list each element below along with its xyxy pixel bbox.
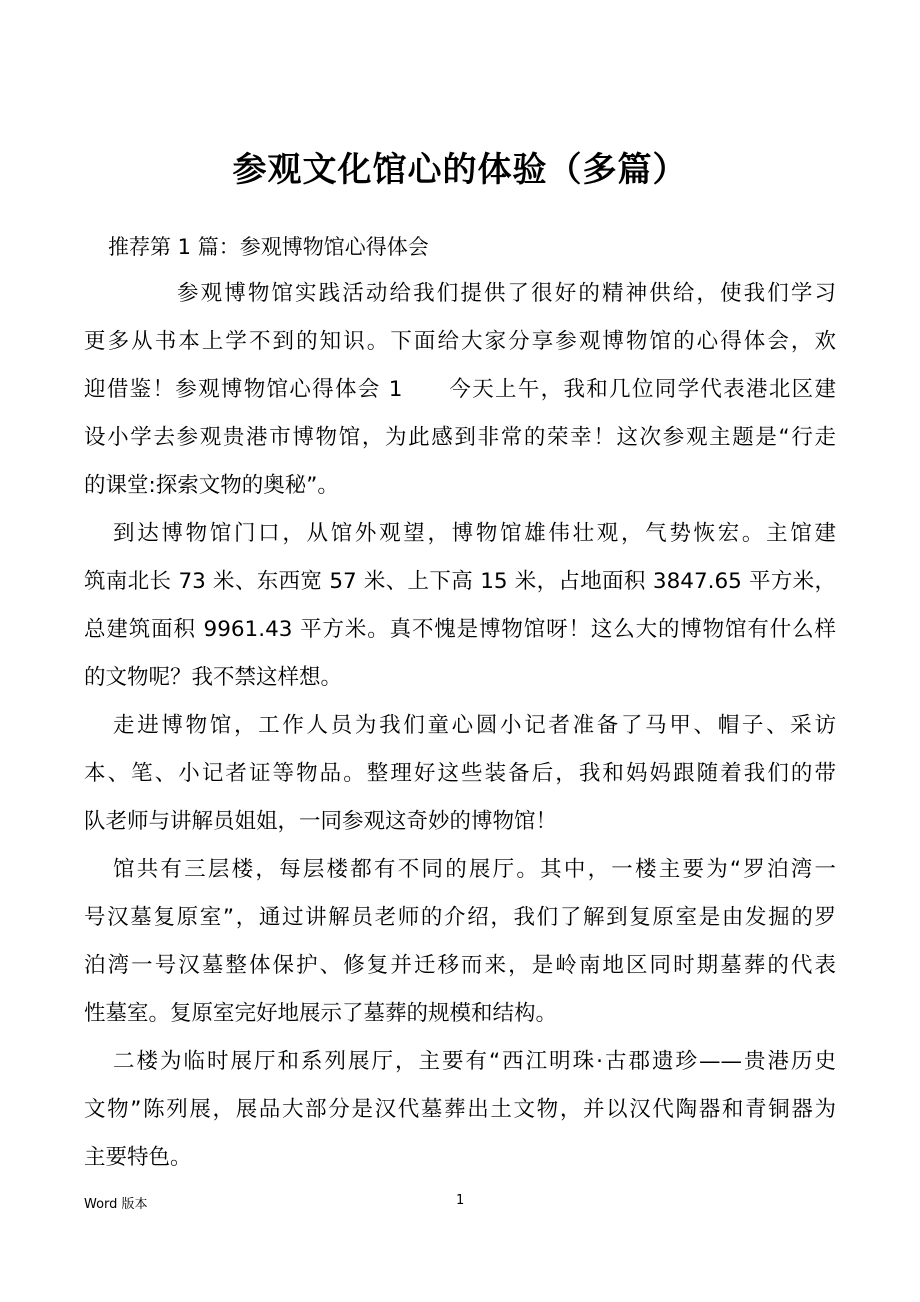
paragraph-line: 走进博物馆，工作人员为我们童心圆小记者准备了马甲、帽子、采访: [113, 713, 836, 738]
paragraph-line: 主要特色。: [84, 1145, 192, 1170]
paragraph-line: 的课堂:探索文物的奥秘”。: [84, 473, 339, 498]
footer-label: Word 版本: [84, 1197, 148, 1212]
paragraph-line: 文物”陈列展，展品大部分是汉代墓葬出土文物，并以汉代陶器和青铜器为: [84, 1097, 836, 1122]
paragraph-line: 号汉墓复原室”，通过讲解员老师的介绍，我们了解到复原室是由发掘的罗: [84, 905, 836, 930]
paragraph-line: 队老师与讲解员姐姐，一同参观这奇妙的博物馆！: [84, 809, 558, 834]
paragraph-line: 更多从书本上学不到的知识。下面给大家分享参观博物馆的心得体会，欢: [84, 329, 836, 354]
paragraph-line: 二楼为临时展厅和系列展厅，主要有“西江明珠·古郡遗珍——贵港历史: [113, 1049, 836, 1074]
paragraph-line: 参观博物馆实践活动给我们提供了很好的精神供给，使我们学习: [177, 281, 836, 306]
paragraph-line: 到达博物馆门口，从馆外观望，博物馆雄伟壮观，气势恢宏。主馆建: [113, 521, 836, 546]
document-title: 参观文化馆心的体验（多篇）: [232, 150, 688, 190]
page-number: 1: [456, 1193, 465, 1208]
paragraph-line: 馆共有三层楼，每层楼都有不同的展厅。其中，一楼主要为“罗泊湾一: [113, 857, 836, 882]
section-subtitle: 推荐第 1 篇：参观博物馆心得体会: [108, 235, 429, 259]
paragraph-line: 性墓室。复原室完好地展示了墓葬的规模和结构。: [84, 1001, 558, 1026]
paragraph-line: 总建筑面积 9961.43 平方米。真不愧是博物馆呀！这么大的博物馆有什么样: [84, 617, 836, 642]
paragraph-line: 的文物呢？我不禁这样想。: [84, 665, 343, 690]
paragraph-line: 迎借鉴！参观博物馆心得体会 1 今天上午，我和几位同学代表港北区建: [84, 377, 836, 402]
paragraph-line: 筑南北长 73 米、东西宽 57 米、上下高 15 米，占地面积 3847.65 平方米，: [84, 569, 836, 594]
paragraph-line: 设小学去参观贵港市博物馆，为此感到非常的荣幸！这次参观主题是“行走: [84, 425, 836, 450]
paragraph-line: 本、笔、小记者证等物品。整理好这些装备后，我和妈妈跟随着我们的带: [84, 761, 836, 786]
paragraph-line: 泊湾一号汉墓整体保护、修复并迁移而来，是岭南地区同时期墓葬的代表: [84, 953, 836, 978]
